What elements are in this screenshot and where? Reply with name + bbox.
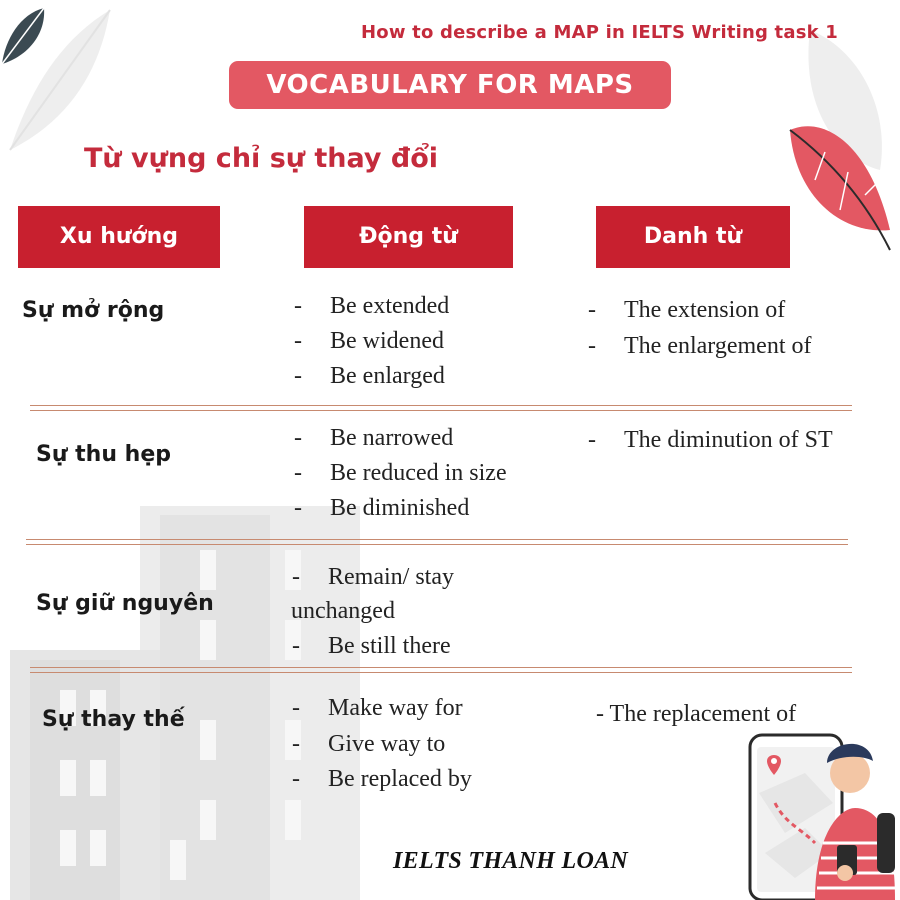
bullet-dash: - xyxy=(588,427,596,453)
verb-item: Be narrowed xyxy=(330,425,454,451)
header-caption: How to describe a MAP in IELTS Writing task 1 xyxy=(361,22,838,43)
row-divider xyxy=(30,667,852,673)
noun-item: The enlargement of xyxy=(624,333,812,359)
bullet-dash: - xyxy=(292,731,300,757)
verb-item: Be still there xyxy=(328,633,451,659)
bullet-dash: - xyxy=(294,495,302,521)
verb-item: Be enlarged xyxy=(330,363,445,389)
row-label-unchanged: Sự giữ nguyên xyxy=(36,591,214,616)
bullet-dash: - xyxy=(294,328,302,354)
bullet-dash: - xyxy=(294,363,302,389)
bullet-dash: - xyxy=(292,766,300,792)
leaf-icon xyxy=(0,0,120,160)
noun-item: - The replacement of xyxy=(596,701,797,727)
column-header-verb: Động từ xyxy=(304,206,513,268)
section-subtitle: Từ vựng chỉ sự thay đổi xyxy=(84,143,439,174)
bullet-dash: - xyxy=(292,695,300,721)
column-header-trend: Xu hướng xyxy=(18,206,220,268)
row-divider xyxy=(30,405,852,411)
verb-item: Be diminished xyxy=(330,495,470,521)
bullet-dash: - xyxy=(292,564,300,590)
bullet-dash: - xyxy=(588,297,596,323)
title-banner: VOCABULARY FOR MAPS xyxy=(229,61,671,109)
column-header-noun: Danh từ xyxy=(596,206,790,268)
verb-item: Be widened xyxy=(330,328,444,354)
verb-item: Give way to xyxy=(328,731,446,757)
bullet-dash: - xyxy=(588,333,596,359)
verb-item: Be reduced in size xyxy=(330,460,507,486)
row-label-expansion: Sự mở rộng xyxy=(22,298,165,323)
bullet-dash: - xyxy=(294,460,302,486)
bullet-dash: - xyxy=(294,293,302,319)
bullet-dash: - xyxy=(294,425,302,451)
person-with-phone-illustration xyxy=(745,733,900,900)
footer-brand: IELTS THANH LOAN xyxy=(393,848,629,874)
row-label-replacement: Sự thay thế xyxy=(42,707,185,732)
noun-item: The extension of xyxy=(624,297,786,323)
verb-item: Be replaced by xyxy=(328,766,472,792)
verb-item: Make way for xyxy=(328,695,463,721)
verb-item: Remain/ stay xyxy=(328,564,454,590)
row-divider xyxy=(26,539,848,545)
row-label-narrowing: Sự thu hẹp xyxy=(36,442,171,467)
noun-item: The diminution of ST xyxy=(624,427,833,453)
verb-item: Be extended xyxy=(330,293,450,319)
verb-item-continuation: unchanged xyxy=(291,598,395,624)
bullet-dash: - xyxy=(292,633,300,659)
